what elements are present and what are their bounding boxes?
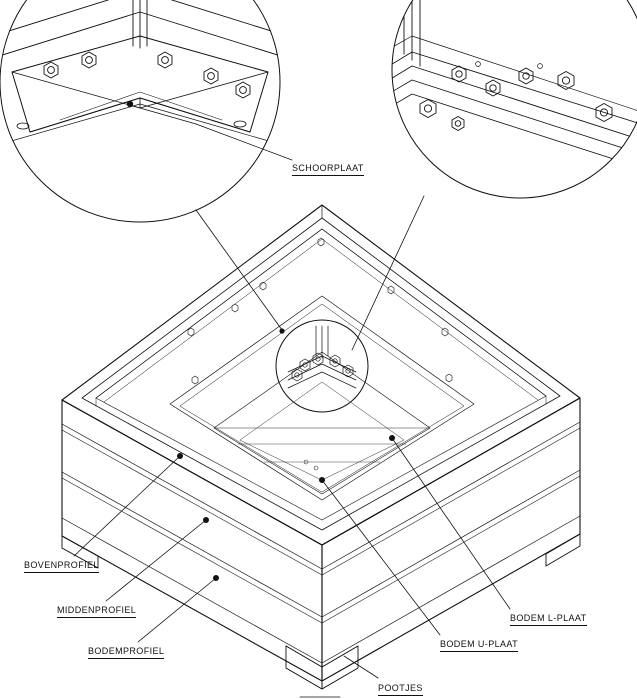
planter-box — [62, 205, 580, 689]
label-schoorplaat: SCHOORPLAAT — [292, 163, 364, 176]
detail-circle-center — [276, 320, 368, 412]
label-bodem-u-plaat: BODEM U-PLAAT — [440, 639, 518, 652]
leader-lines — [74, 101, 510, 678]
label-bovenprofiel: BOVENPROFIEL — [24, 560, 99, 573]
label-bodem-l-plaat: BODEM L-PLAAT — [510, 613, 587, 626]
label-bodemprofiel: BODEMPROFIEL — [88, 646, 164, 659]
label-pootjes: POOTJES — [378, 683, 423, 696]
label-middenprofiel: MIDDENPROFIEL — [57, 605, 136, 618]
